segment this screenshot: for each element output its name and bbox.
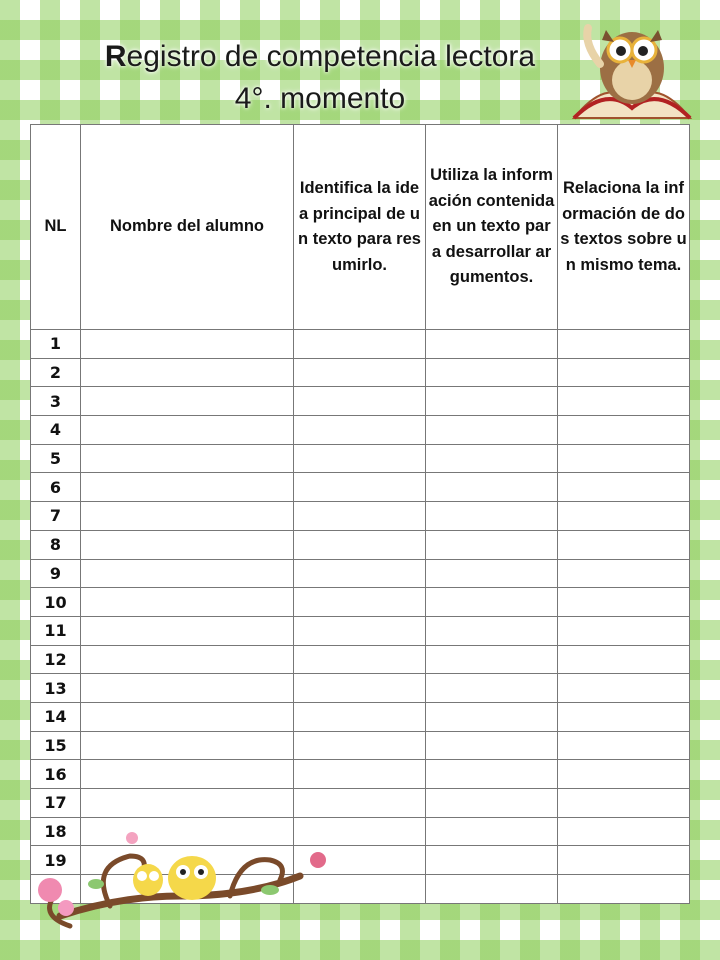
page-title <box>40 36 600 120</box>
title-first-letter: R <box>104 40 127 73</box>
competency-3-cell[interactable] <box>558 559 690 588</box>
student-name-cell[interactable] <box>81 330 294 359</box>
competency-3-cell[interactable] <box>558 358 690 387</box>
competency-1-cell[interactable] <box>294 702 426 731</box>
row-number: 8 <box>31 530 81 559</box>
competency-table <box>30 124 690 904</box>
header-competency-3: Relaciona la información de dos textos sobre un mismo tema. <box>558 125 690 330</box>
competency-3-cell[interactable] <box>558 473 690 502</box>
competency-1-cell[interactable] <box>294 330 426 359</box>
competency-3-cell[interactable] <box>558 330 690 359</box>
table-row <box>31 588 690 617</box>
competency-1-cell[interactable] <box>294 416 426 445</box>
owl-reading-book-icon <box>566 8 696 126</box>
competency-3-cell[interactable] <box>558 846 690 875</box>
competency-2-cell[interactable] <box>426 645 558 674</box>
competency-1-cell[interactable] <box>294 645 426 674</box>
student-name-cell[interactable] <box>81 616 294 645</box>
student-name-cell[interactable] <box>81 645 294 674</box>
table-row <box>31 674 690 703</box>
table-row <box>31 645 690 674</box>
row-number: 6 <box>31 473 81 502</box>
header-competency-2: Utiliza la información contenida en un texto para desarrollar argumentos. <box>426 125 558 330</box>
competency-3-cell[interactable] <box>558 645 690 674</box>
row-number: 3 <box>31 387 81 416</box>
row-number: 2 <box>31 358 81 387</box>
competency-2-cell[interactable] <box>426 387 558 416</box>
student-name-cell[interactable] <box>81 674 294 703</box>
student-name-cell[interactable] <box>81 444 294 473</box>
competency-2-cell[interactable] <box>426 616 558 645</box>
row-number: 14 <box>31 702 81 731</box>
title-line1: egistro de competencia lectora <box>126 40 536 73</box>
table-row <box>31 502 690 531</box>
competency-2-cell[interactable] <box>426 875 558 904</box>
competency-3-cell[interactable] <box>558 875 690 904</box>
competency-2-cell[interactable] <box>426 559 558 588</box>
student-name-cell[interactable] <box>81 789 294 818</box>
row-number: 15 <box>31 731 81 760</box>
competency-2-cell[interactable] <box>426 846 558 875</box>
table-row <box>31 530 690 559</box>
row-number: 16 <box>31 760 81 789</box>
table-row <box>31 789 690 818</box>
student-name-cell[interactable] <box>81 760 294 789</box>
student-name-cell[interactable] <box>81 702 294 731</box>
student-name-cell[interactable] <box>81 473 294 502</box>
competency-3-cell[interactable] <box>558 702 690 731</box>
competency-3-cell[interactable] <box>558 817 690 846</box>
competency-2-cell[interactable] <box>426 674 558 703</box>
competency-3-cell[interactable] <box>558 444 690 473</box>
competency-1-cell[interactable] <box>294 530 426 559</box>
competency-2-cell[interactable] <box>426 473 558 502</box>
table-row <box>31 702 690 731</box>
competency-1-cell[interactable] <box>294 616 426 645</box>
student-name-cell[interactable] <box>81 358 294 387</box>
header-student-name: Nombre del alumno <box>81 125 294 330</box>
competency-2-cell[interactable] <box>426 817 558 846</box>
title-line2: 4°. momento <box>234 82 406 115</box>
table-row <box>31 473 690 502</box>
row-number: 7 <box>31 502 81 531</box>
competency-3-cell[interactable] <box>558 588 690 617</box>
competency-2-cell[interactable] <box>426 358 558 387</box>
competency-3-cell[interactable] <box>558 416 690 445</box>
student-name-cell[interactable] <box>81 502 294 531</box>
competency-2-cell[interactable] <box>426 502 558 531</box>
row-number: 4 <box>31 416 81 445</box>
competency-2-cell[interactable] <box>426 702 558 731</box>
competency-1-cell[interactable] <box>294 473 426 502</box>
row-number: 5 <box>31 444 81 473</box>
competency-1-cell[interactable] <box>294 789 426 818</box>
header-row <box>31 125 690 330</box>
row-number: 17 <box>31 789 81 818</box>
competency-1-cell[interactable] <box>294 588 426 617</box>
competency-1-cell[interactable] <box>294 674 426 703</box>
row-number: 1 <box>31 330 81 359</box>
competency-1-cell[interactable] <box>294 731 426 760</box>
student-name-cell[interactable] <box>81 731 294 760</box>
competency-2-cell[interactable] <box>426 416 558 445</box>
competency-2-cell[interactable] <box>426 588 558 617</box>
competency-2-cell[interactable] <box>426 330 558 359</box>
table-row <box>31 731 690 760</box>
competency-2-cell[interactable] <box>426 760 558 789</box>
student-name-cell[interactable] <box>81 387 294 416</box>
competency-2-cell[interactable] <box>426 530 558 559</box>
student-name-cell[interactable] <box>81 588 294 617</box>
row-number: 11 <box>31 616 81 645</box>
competency-1-cell[interactable] <box>294 760 426 789</box>
table-row <box>31 616 690 645</box>
row-number: 13 <box>31 674 81 703</box>
row-number: 19 <box>31 846 81 875</box>
competency-1-cell[interactable] <box>294 502 426 531</box>
table-row <box>31 358 690 387</box>
student-name-cell[interactable] <box>81 530 294 559</box>
competency-2-cell[interactable] <box>426 731 558 760</box>
competency-3-cell[interactable] <box>558 731 690 760</box>
competency-3-cell[interactable] <box>558 502 690 531</box>
table-row <box>31 559 690 588</box>
competency-1-cell[interactable] <box>294 444 426 473</box>
competency-3-cell[interactable] <box>558 760 690 789</box>
table-row <box>31 760 690 789</box>
owls-on-branch-decoration <box>30 826 330 938</box>
table-row <box>31 330 690 359</box>
student-name-cell[interactable] <box>81 559 294 588</box>
competency-1-cell[interactable] <box>294 387 426 416</box>
row-number: 18 <box>31 817 81 846</box>
competency-2-cell[interactable] <box>426 444 558 473</box>
table-row <box>31 416 690 445</box>
row-number: 10 <box>31 588 81 617</box>
competency-2-cell[interactable] <box>426 789 558 818</box>
competency-3-cell[interactable] <box>558 387 690 416</box>
header-nl: NL <box>31 125 81 330</box>
competency-3-cell[interactable] <box>558 674 690 703</box>
competency-3-cell[interactable] <box>558 616 690 645</box>
competency-3-cell[interactable] <box>558 530 690 559</box>
table-row <box>31 387 690 416</box>
row-number: 9 <box>31 559 81 588</box>
row-number: 12 <box>31 645 81 674</box>
competency-1-cell[interactable] <box>294 358 426 387</box>
competency-3-cell[interactable] <box>558 789 690 818</box>
competency-1-cell[interactable] <box>294 559 426 588</box>
header-competency-1: Identifica la idea principal de un texto para resumirlo. <box>294 125 426 330</box>
student-name-cell[interactable] <box>81 416 294 445</box>
table-row <box>31 444 690 473</box>
